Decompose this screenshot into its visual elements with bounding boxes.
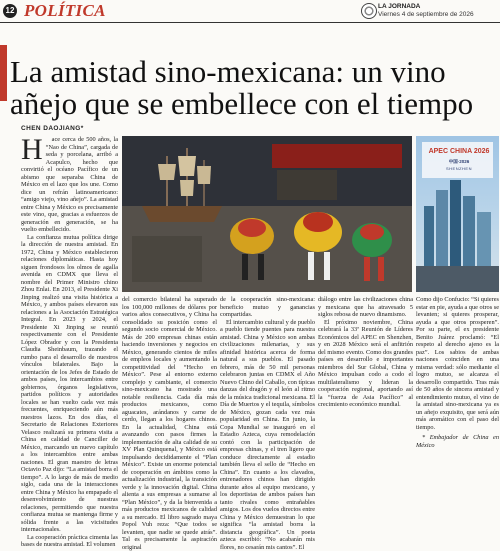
apec-logo-subtitle: 中国·2026 xyxy=(424,159,494,165)
newspaper-logo-icon xyxy=(361,3,377,19)
article-column-3 xyxy=(220,296,315,505)
page-number: 12 xyxy=(3,4,17,18)
paragraph: del comercio bilateral ha superado los 100,000 millones de dólares por varios años consecutivos, y China ha consolidado su posición como el segundo socio comercial de México. Más de 200 empresas chinas están haciendo inversiones y negocios en México, generando cientos de miles de empleos locales y aumentando la competitividad del “Hecho en México”. Pese al entorno externo complejo y cambiante, el comercio sino-mexicano ha mostrado una notable resiliencia. Cada día más productos mexicanos, como aguacates, arándanos y carne de cerdo, llegan a los hogares chinos. En la actualidad, China está avanzando con pasos firmes la implementación de alta calidad de su XV Plan Quinquenal, y México está impulsando decididamente el “Plan México”. Existe un enorme potencial de cooperación en ámbitos como la actualización industrial, la transición verde y la innovación digital. China alienta a sus empresas a sumarse al “Plan México”, y da la bienvenida a más productos mexicanos de calidad a su mercado. El libro sagrado maya Popol Vuh reza: “Que todos se levanten, que nadie se quede atrás”. Tal es precisamente la aspiración original xyxy=(122,296,217,551)
paragraph: La cooperación práctica cimenta las bases de nuestra amistad. El volumen xyxy=(21,534,118,549)
page-header xyxy=(0,0,500,23)
article-title: La amistad sino-mexicana: un vino añejo que se embellece con el tiempo xyxy=(10,56,496,120)
paragraph: El próximo noviembre, China celebrará la 33ª Reunión de Líderes Económicos del APEC en Shenzhen, y en 2028 México será el anfitrión del mismo evento. Como dos grandes países en desarrollo e importantes miembros del Sur Global, China y México impulsan codo a codo el multilateralismo y lideran la cooperación regional, aportando así la “fuerza de Asia Pacífico” al crecimiento económico mundial. xyxy=(318,319,413,409)
publication-name: LA JORNADA xyxy=(378,3,420,10)
paragraph: ace cerca de 500 años, la “Nao de China”, cargada de seda y porcelana, arribó a Acapulco, hecho que convirtió el océano Pacífico de un abismo que separaba China de México en el lazo que los une. Como dice un refrán latinoamericano: “amigo viejo, vino añejo”. La amistad entre China y México es precisamente este vino, que, gracias a esfuerzos de generación en generación, se ha vuelto embellecido. xyxy=(21,136,118,234)
issue-date: Viernes 4 de septiembre de 2026 xyxy=(378,11,474,18)
paragraph: Como dijo Confucio: “Si quieres estar en pie, ayuda a que otros se levanten; si quieres prosperar, ayuda a que otros prosperen”. Por su parte, el ex presidente Benito Juárez proclamó: “El respeto al derecho ajeno es la paz”. Los sabios de ambas naciones coinciden en una misma verdad: sólo mediante el logro mutuo, se alcanza el desarrollo compartido. Tras más de 50 años de sincera amistad y entendimiento mutuo, el vino de la amistad sino-mexicana ya es un añejo exquisito, que será aún más aromático con el paso del tiempo. xyxy=(416,296,499,431)
paragraph: La confianza mutua política dirige la dirección de nuestra amistad. En 1972, China y México establecieron relaciones diplomáticas. Hasta hoy siguen frondosos los olmos de agalla avenida en CDMX que lleva el nombre del Primer Ministro chino Zhou Enlai. En 2013, el Presidente Xi Jinping realizó una visita histórica a México, y ambos países elevaron sus relaciones a la Asociación Estratégica Integral. En 2023 y 2024, el Presidente Xi Jinping se reunió respectivamente con el Presidente López Obrador y con la Presidenta Claudia Sheinbaum, trazando el rumbo para el desarrollo de nuestros vínculos bilaterales. Bajo la orientación de los Jefes de Estado de ambos países, los intercambios entre gobiernos, órganos legislativos, partidos políticos y autoridades locales se han vuelto cada vez más frecuentes, enriqueciendo aún más nuestros lazos. En dos días, el Secretario de Relaciones Exteriores Velasco realizará su primera visita a China en calidad de Canciller de México, marcando un nuevo capítulo a los intercambios entre ambas naciones. El gran maestro de letras Octavio Paz dijo: “La amistad borra el tiempo”. A lo largo de más de medio siglo, cada una de la interacciones entre China y México ha empapado el desenvolvimiento de nuestras relaciones, permitiendo que nuestra confianza mutua se mantenga firme y sólida frente a las vicisitudes internacionales. xyxy=(21,234,118,534)
paragraph: El intercambio cultural y de pueblo a pueblo tiende puentes para nuestra amistad. China y México son ambas civilizaciones milenarias, y sus afinidad histórica acerca de forma natural a sus pueblos. El pasado febrero, más de 50 mil personas celebraron juntas en CDMX el Año Nuevo Chino del Caballo, con típicas danzas del dragón y el león al ritmo de la música tradicional mexicana. El Día de Muertos y el tequila, símbolos de México, gozan cada vez más popularidad en China. En junio, la Copa Mundial se inauguró en el Estadio Azteca, cuya remodelación contó con la participación de empresas chinas, y el tren ligero que conduce directamente al estadio también lleva el sello de “Hecho en China”. En cuanto a los clavados, entrenadores chinos han dirigido durante años al equipo mexicano, y los deportistas de ambos países han tanto rivales como entrañables amigos. Los dos vuelos directos entre China y México demuestran lo que significa “la amistad borra la distancia geográfica”. Un poeta azteca escribió: “No acabarán mis flores, no cesarán mis cantos”. El xyxy=(220,319,315,551)
section-title[interactable]: POLÍTICA xyxy=(24,1,106,21)
paragraph: de la cooperación sino-mexicana: beneficio mutuo y ganancias compartidas. xyxy=(220,296,315,319)
article-author: CHEN DAOJIANG* xyxy=(21,125,84,132)
drop-cap: H xyxy=(21,137,43,163)
article-column-2 xyxy=(122,296,217,505)
author-signature: * Embajador de China en México xyxy=(416,434,499,449)
article-column-4 xyxy=(318,296,413,505)
article-column-1 xyxy=(21,136,118,505)
apec-logo-title: APEC CHINA 2026 xyxy=(424,148,494,156)
article-column-5 xyxy=(416,296,499,505)
paragraph: diálogo entre las civilizaciones china y mexicana que ha atravesado 5 siglos rebosa de nuevo dinamismo. xyxy=(318,296,413,319)
main-photo xyxy=(122,136,412,292)
title-accent-bar xyxy=(0,45,7,101)
ship-and-lions-illustration xyxy=(122,136,412,292)
apec-logo-city: SHENZHEN xyxy=(424,166,494,171)
apec-photo xyxy=(416,136,499,292)
